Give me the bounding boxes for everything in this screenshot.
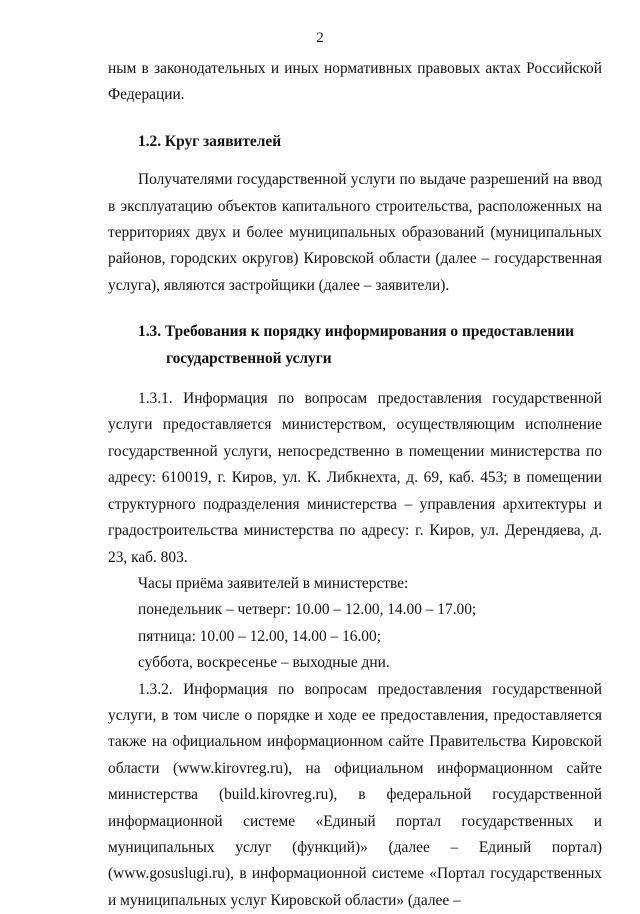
paragraph-hours-fri: пятница: 10.00 – 12.00, 14.00 – 16.00; bbox=[138, 627, 381, 645]
paragraph-reception-hours-title: Часы приёма заявителей в министерстве: bbox=[138, 574, 409, 592]
paragraph-hours-weekend: суббота, воскресенье – выходные дни. bbox=[138, 654, 390, 672]
paragraph-1-3-1: 1.3.1. Информация по вопросам предоставления государственной услуги предоставляется министерством, осуществляющим исполнение государственной услуги, непосредственно в помещении министерства по адресу: 610019, г. Киров, ул. К. Либкнехта, д. 69, каб. 453; в помещении структурного подразделения министерства – управления архитектуры и градостроительства министерства по адресу: г. Киров, ул. Дерендяева, д. 23, каб. 803. bbox=[108, 390, 602, 566]
paragraph-1-3-2: 1.3.2. Информация по вопросам предоставления государственной услуги, в том числе о порядке и ходе ее предоставления, предоставляется также на официальном информационном сайте Правительства Кировской области (www.kirovreg.ru), на официальном информационном сайте министерства (build.kirovreg.ru), в федеральной государственной информационной системе «Единый портал государственных и муниципальных услуг (функций)» (далее – Единый портал) (www.gosuslugi.ru), в информационной системе «Портал государственных и муниципальных услуг Кировской области» (далее – bbox=[108, 680, 602, 909]
paragraph-continuation: ным в законодательных и иных нормативных правовых актах Российской Федерации. bbox=[108, 60, 602, 104]
section-heading-1-3: 1.3. Требования к порядку информирования о предоставлении государственной услуги bbox=[138, 323, 574, 367]
page-number: 2 bbox=[316, 30, 324, 46]
paragraph-applicants: Получателями государственной услуги по выдаче разрешений на ввод в эксплуатацию объектов капитального строительства, расположенных на территориях двух и более муниципальных образований (муниципальных районов, городских округов) Кировской области (далее – государственная услуга), являются застройщики (далее – заявители). bbox=[108, 171, 602, 294]
section-heading-1-2: 1.2. Круг заявителей bbox=[138, 132, 282, 150]
document-body bbox=[108, 56, 602, 914]
paragraph-hours-mon-thu: понедельник – четверг: 10.00 – 12.00, 14.00 – 17.00; bbox=[138, 601, 477, 619]
